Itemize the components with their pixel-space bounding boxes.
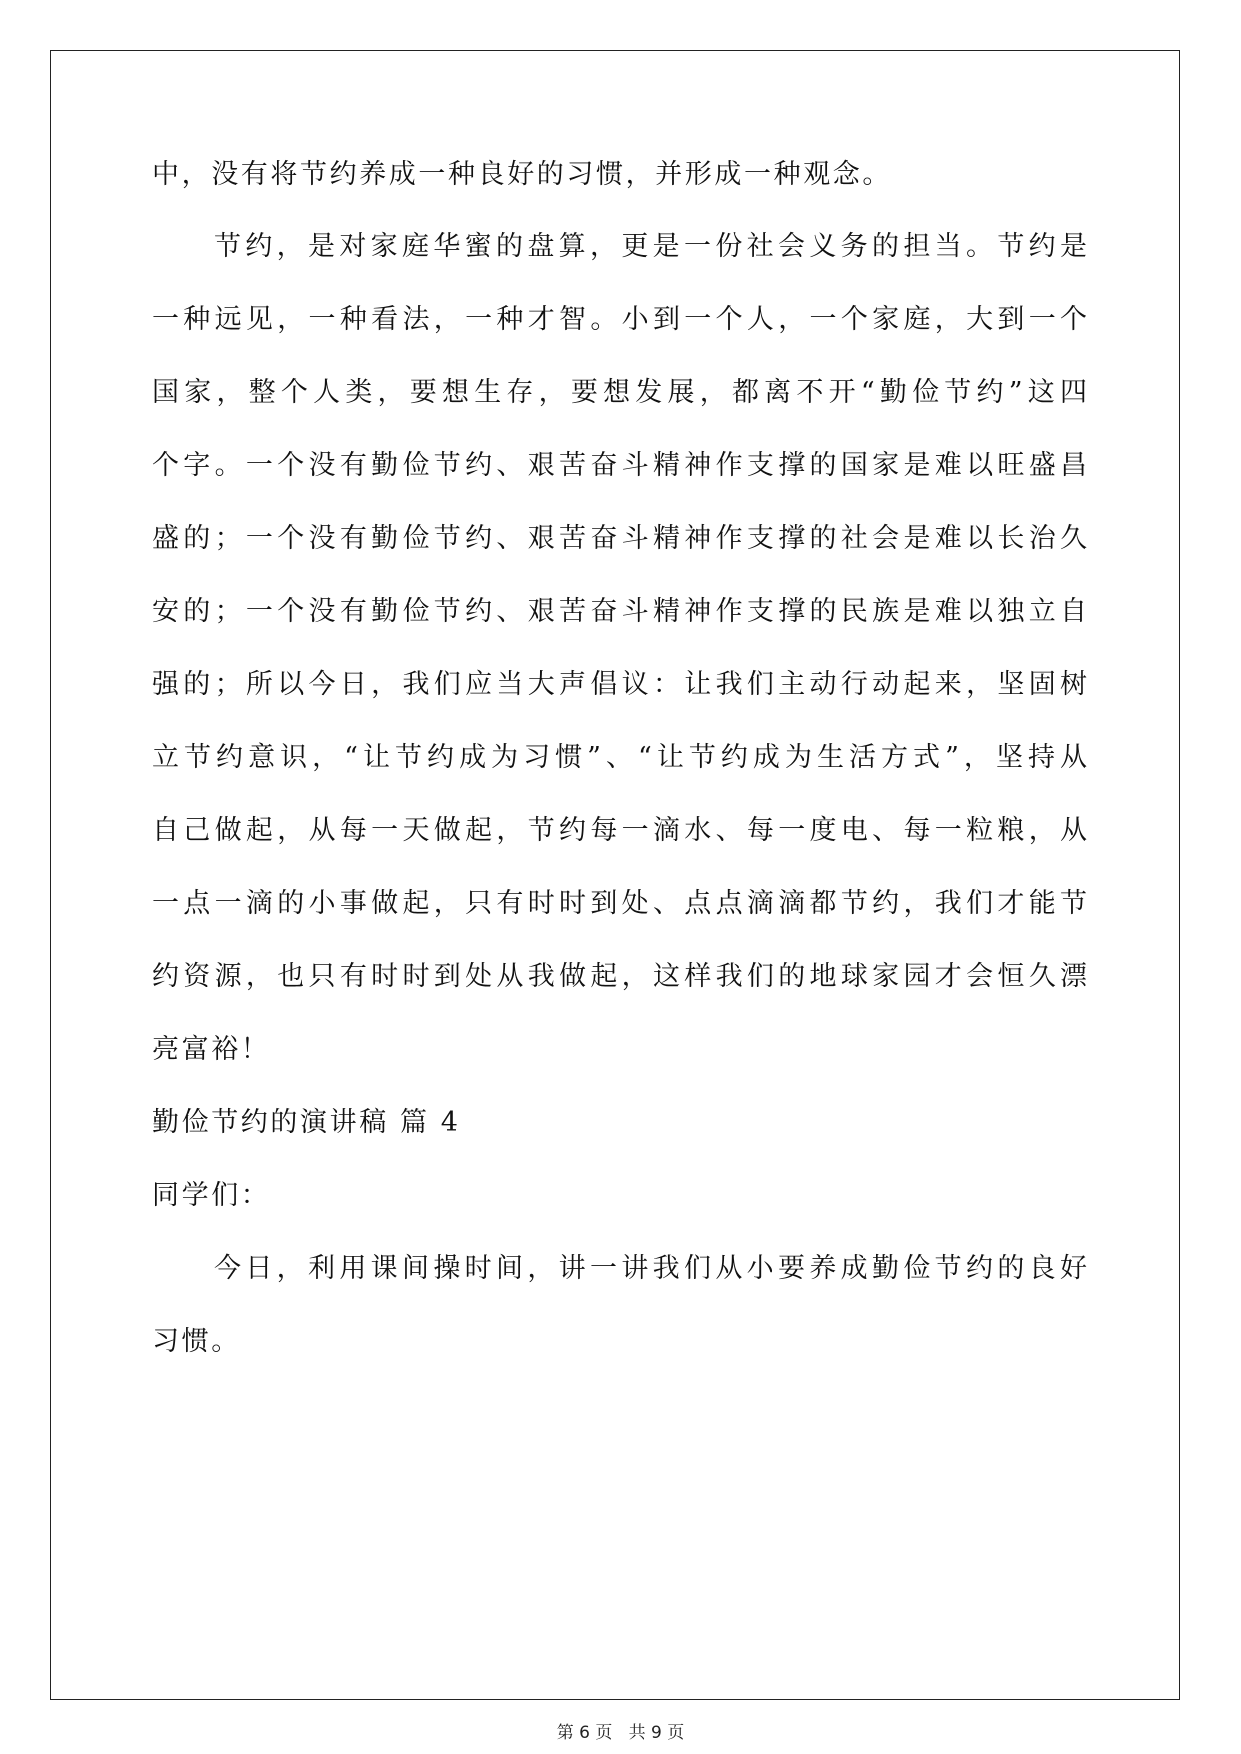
page-border (50, 50, 1180, 1700)
paragraph-line: 国家，整个人类，要想生存，要想发展，都离不开“勤俭节约”这四 (152, 377, 1087, 408)
paragraph-line: 个字。一个没有勤俭节约、艰苦奋斗精神作支撑的国家是难以旺盛昌 (152, 450, 1087, 481)
paragraph-line: 立节约意识，“让节约成为习惯”、“让节约成为生活方式”，坚持从 (152, 742, 1087, 773)
paragraph-line: 今日，利用课间操时间，讲一讲我们从小要养成勤俭节约的良好 (214, 1253, 1087, 1284)
paragraph-line: 习惯。 (152, 1326, 241, 1357)
paragraph-line: 中，没有将节约养成一种良好的习惯，并形成一种观念。 (152, 159, 892, 190)
salutation: 同学们： (152, 1180, 271, 1211)
paragraph-line: 安的；一个没有勤俭节约、艰苦奋斗精神作支撑的民族是难以独立自 (152, 596, 1087, 627)
paragraph-line: 节约，是对家庭华蜜的盘算，更是一份社会义务的担当。节约是 (214, 231, 1087, 262)
paragraph-line: 一种远见，一种看法，一种才智。小到一个人，一个家庭，大到一个 (152, 304, 1087, 335)
paragraph-line: 盛的；一个没有勤俭节约、艰苦奋斗精神作支撑的社会是难以长治久 (152, 523, 1087, 554)
paragraph-line: 约资源，也只有时时到处从我做起，这样我们的地球家园才会恒久漂 (152, 961, 1087, 992)
section-heading: 勤俭节约的演讲稿 篇 4 (152, 1107, 461, 1138)
paragraph-line: 自己做起，从每一天做起，节约每一滴水、每一度电、每一粒粮，从 (152, 815, 1087, 846)
paragraph-line: 强的；所以今日，我们应当大声倡议：让我们主动行动起来，坚固树 (152, 669, 1087, 700)
paragraph-line: 一点一滴的小事做起，只有时时到处、点点滴滴都节约，我们才能节 (152, 888, 1087, 919)
paragraph-line: 亮富裕！ (152, 1034, 271, 1065)
page-number-footer: 第 6 页 共 9 页 (556, 1723, 685, 1743)
